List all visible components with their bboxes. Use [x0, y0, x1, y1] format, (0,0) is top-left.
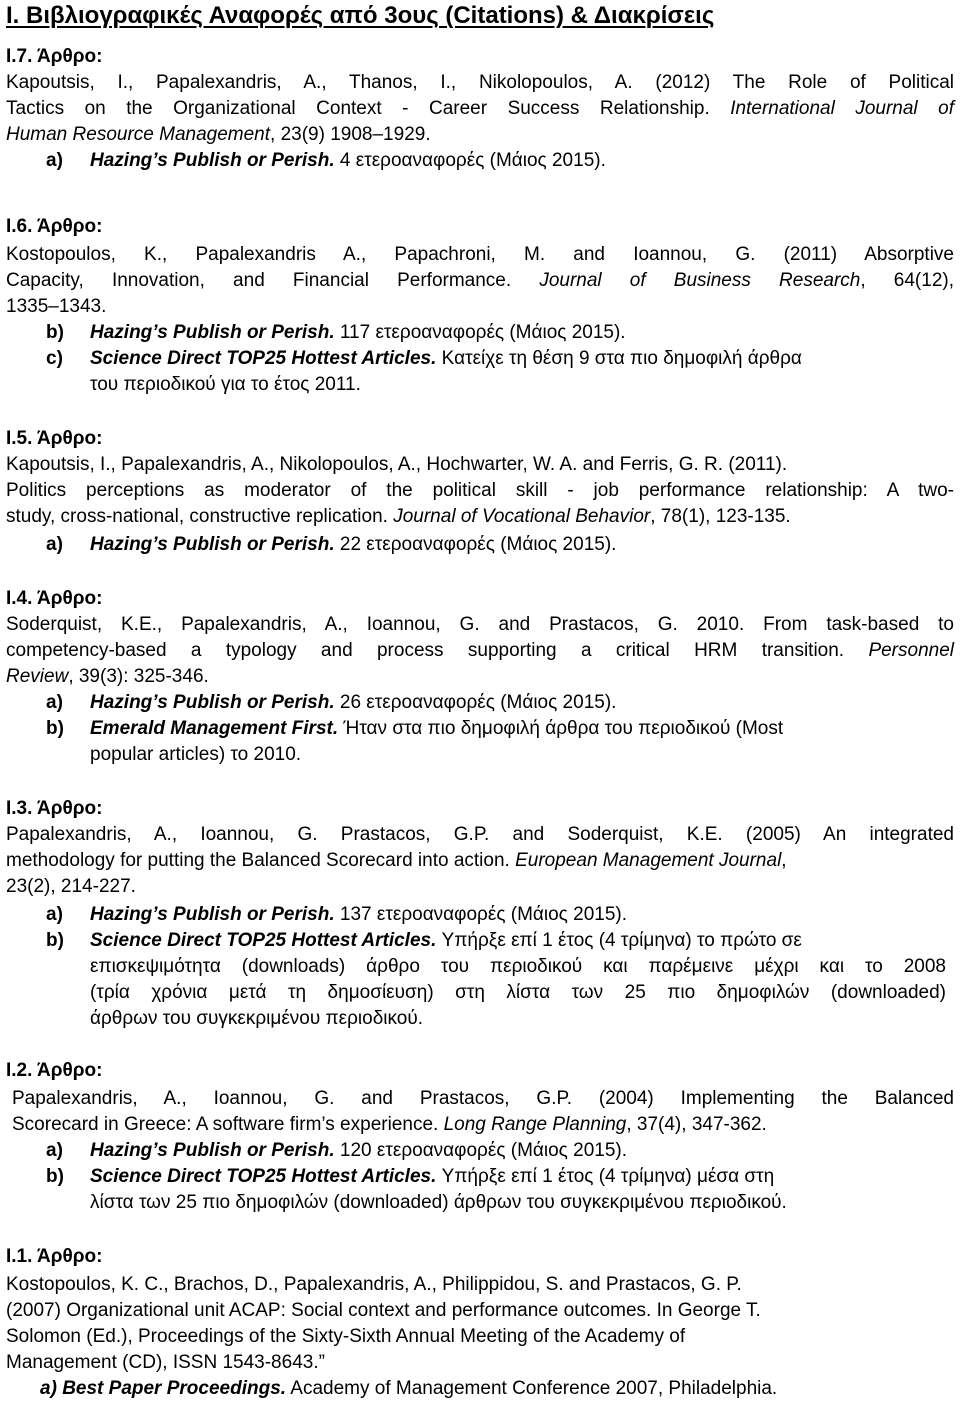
article-heading: Ι.1. Άρθρο: [6, 1246, 103, 1267]
reference-line: study, cross-national, constructive replication. Journal of Vocational Behavior, 78(1), 123-135. [6, 506, 791, 527]
citation-item: a) Best Paper Proceedings. Academy of Management Conference 2007, Philadelphia. [40, 1378, 778, 1399]
citation-item-continuation: του περιοδικού για το έτος 2011. [90, 374, 361, 395]
reference-line: competency-based a typology and process supporting a critical HRM transition. Personnel [6, 640, 954, 661]
reference-line: 23(2), 214-227. [6, 876, 136, 897]
reference-line: Papalexandris, A., Ioannou, G. Prastacos, G.P. and Soderquist, K.E. (2005) An integrated [6, 824, 954, 845]
reference-line: Kapoutsis, I., Papalexandris, A., Nikolopoulos, A., Hochwarter, W. A. and Ferris, G. R. (2011). [6, 454, 788, 475]
article-heading: Ι.6. Άρθρο: [6, 216, 103, 237]
reference-line: Human Resource Management, 23(9) 1908–1929. [6, 124, 431, 145]
reference-line: methodology for putting the Balanced Scorecard into action. European Management Journal, [6, 850, 787, 871]
citation-item: a) Hazing’s Publish or Perish. 22 ετεροαναφορές (Μάιος 2015). [46, 534, 617, 555]
reference-line: Solomon (Ed.), Proceedings of the Sixty-Sixth Annual Meeting of the Academy of [6, 1326, 686, 1347]
reference-line: Management (CD), ISSN 1543-8643.” [6, 1352, 325, 1373]
reference-line: Review, 39(3): 325-346. [6, 666, 209, 687]
reference-line: Politics perceptions as moderator of the political skill - job performance relationship: A two- [6, 480, 954, 501]
reference-line: 1335–1343. [6, 296, 107, 317]
reference-line: (2007) Organizational unit ACAP: Social context and performance outcomes. In George T. [6, 1300, 761, 1321]
citation-item-continuation: (τρία χρόνια μετά τη δημοσίευση) στη λίστα των 25 πιο δημοφιλών (downloaded) [90, 982, 946, 1003]
reference-line: Soderquist, K.E., Papalexandris, A., Ioannou, G. and Prastacos, G. 2010. From task-based to [6, 614, 954, 635]
citation-item: a) Hazing’s Publish or Perish. 26 ετεροαναφορές (Μάιος 2015). [46, 692, 617, 713]
citation-item-continuation: επισκεψιμότητα (downloads) άρθρο του περιοδικού και παρέμεινε μέχρι και το 2008 [90, 956, 946, 977]
reference-line: Kostopoulos, K. C., Brachos, D., Papalexandris, A., Philippidou, S. and Prastacos, G. P. [6, 1274, 742, 1295]
citation-item: a) Hazing’s Publish or Perish. 137 ετεροαναφορές (Μάιος 2015). [46, 904, 627, 925]
citation-item: b) Science Direct TOP25 Hottest Articles. Υπήρξε επί 1 έτος (4 τρίμηνα) το πρώτο σε [46, 930, 802, 951]
citation-item: c) Science Direct TOP25 Hottest Articles. Κατείχε τη θέση 9 στα πιο δημοφιλή άρθρα [46, 348, 802, 369]
article-heading: Ι.3. Άρθρο: [6, 798, 103, 819]
citation-item: a) Hazing’s Publish or Perish. 4 ετεροαναφορές (Μάιος 2015). [46, 150, 606, 171]
reference-line: Kostopoulos, K., Papalexandris A., Papachroni, M. and Ioannou, G. (2011) Absorptive [6, 244, 954, 265]
citation-item-continuation: popular articles) το 2010. [90, 744, 302, 765]
article-heading: Ι.4. Άρθρο: [6, 588, 103, 609]
citation-item-continuation: άρθρων του συγκεκριμένου περιοδικού. [90, 1008, 424, 1029]
citation-item-continuation: λίστα των 25 πιο δημοφιλών (downloaded) άρθρων του συγκεκριμένου περιοδικού. [90, 1192, 787, 1213]
reference-line: Scorecard in Greece: A software firm’s experience. Long Range Planning, 37(4), 347-362. [12, 1114, 767, 1135]
reference-line: Kapoutsis, I., Papalexandris, A., Thanos, I., Nikolopoulos, A. (2012) The Role of Political [6, 72, 954, 93]
reference-line: Papalexandris, A., Ioannou, G. and Prastacos, G.P. (2004) Implementing the Balanced [12, 1088, 954, 1109]
citation-item: b) Science Direct TOP25 Hottest Articles. Υπήρξε επί 1 έτος (4 τρίμηνα) μέσα στη [46, 1166, 775, 1187]
citation-item: b) Emerald Management First. Ήταν στα πιο δημοφιλή άρθρα του περιοδικού (Most [46, 718, 784, 739]
page-title: Ι. Βιβλιογραφικές Αναφορές από 3ους (Citations) & Διακρίσεις [6, 2, 715, 29]
citation-item: a) Hazing’s Publish or Perish. 120 ετεροαναφορές (Μάιος 2015). [46, 1140, 627, 1161]
reference-line: Capacity, Innovation, and Financial Performance. Journal of Business Research, 64(12), [6, 270, 954, 291]
citation-item: b) Hazing’s Publish or Perish. 117 ετεροαναφορές (Μάιος 2015). [46, 322, 626, 343]
article-heading: Ι.7. Άρθρο: [6, 46, 103, 67]
article-heading: Ι.2. Άρθρο: [6, 1060, 103, 1081]
article-heading: Ι.5. Άρθρο: [6, 428, 103, 449]
reference-line: Tactics on the Organizational Context - Career Success Relationship. International Journal of [6, 98, 955, 119]
